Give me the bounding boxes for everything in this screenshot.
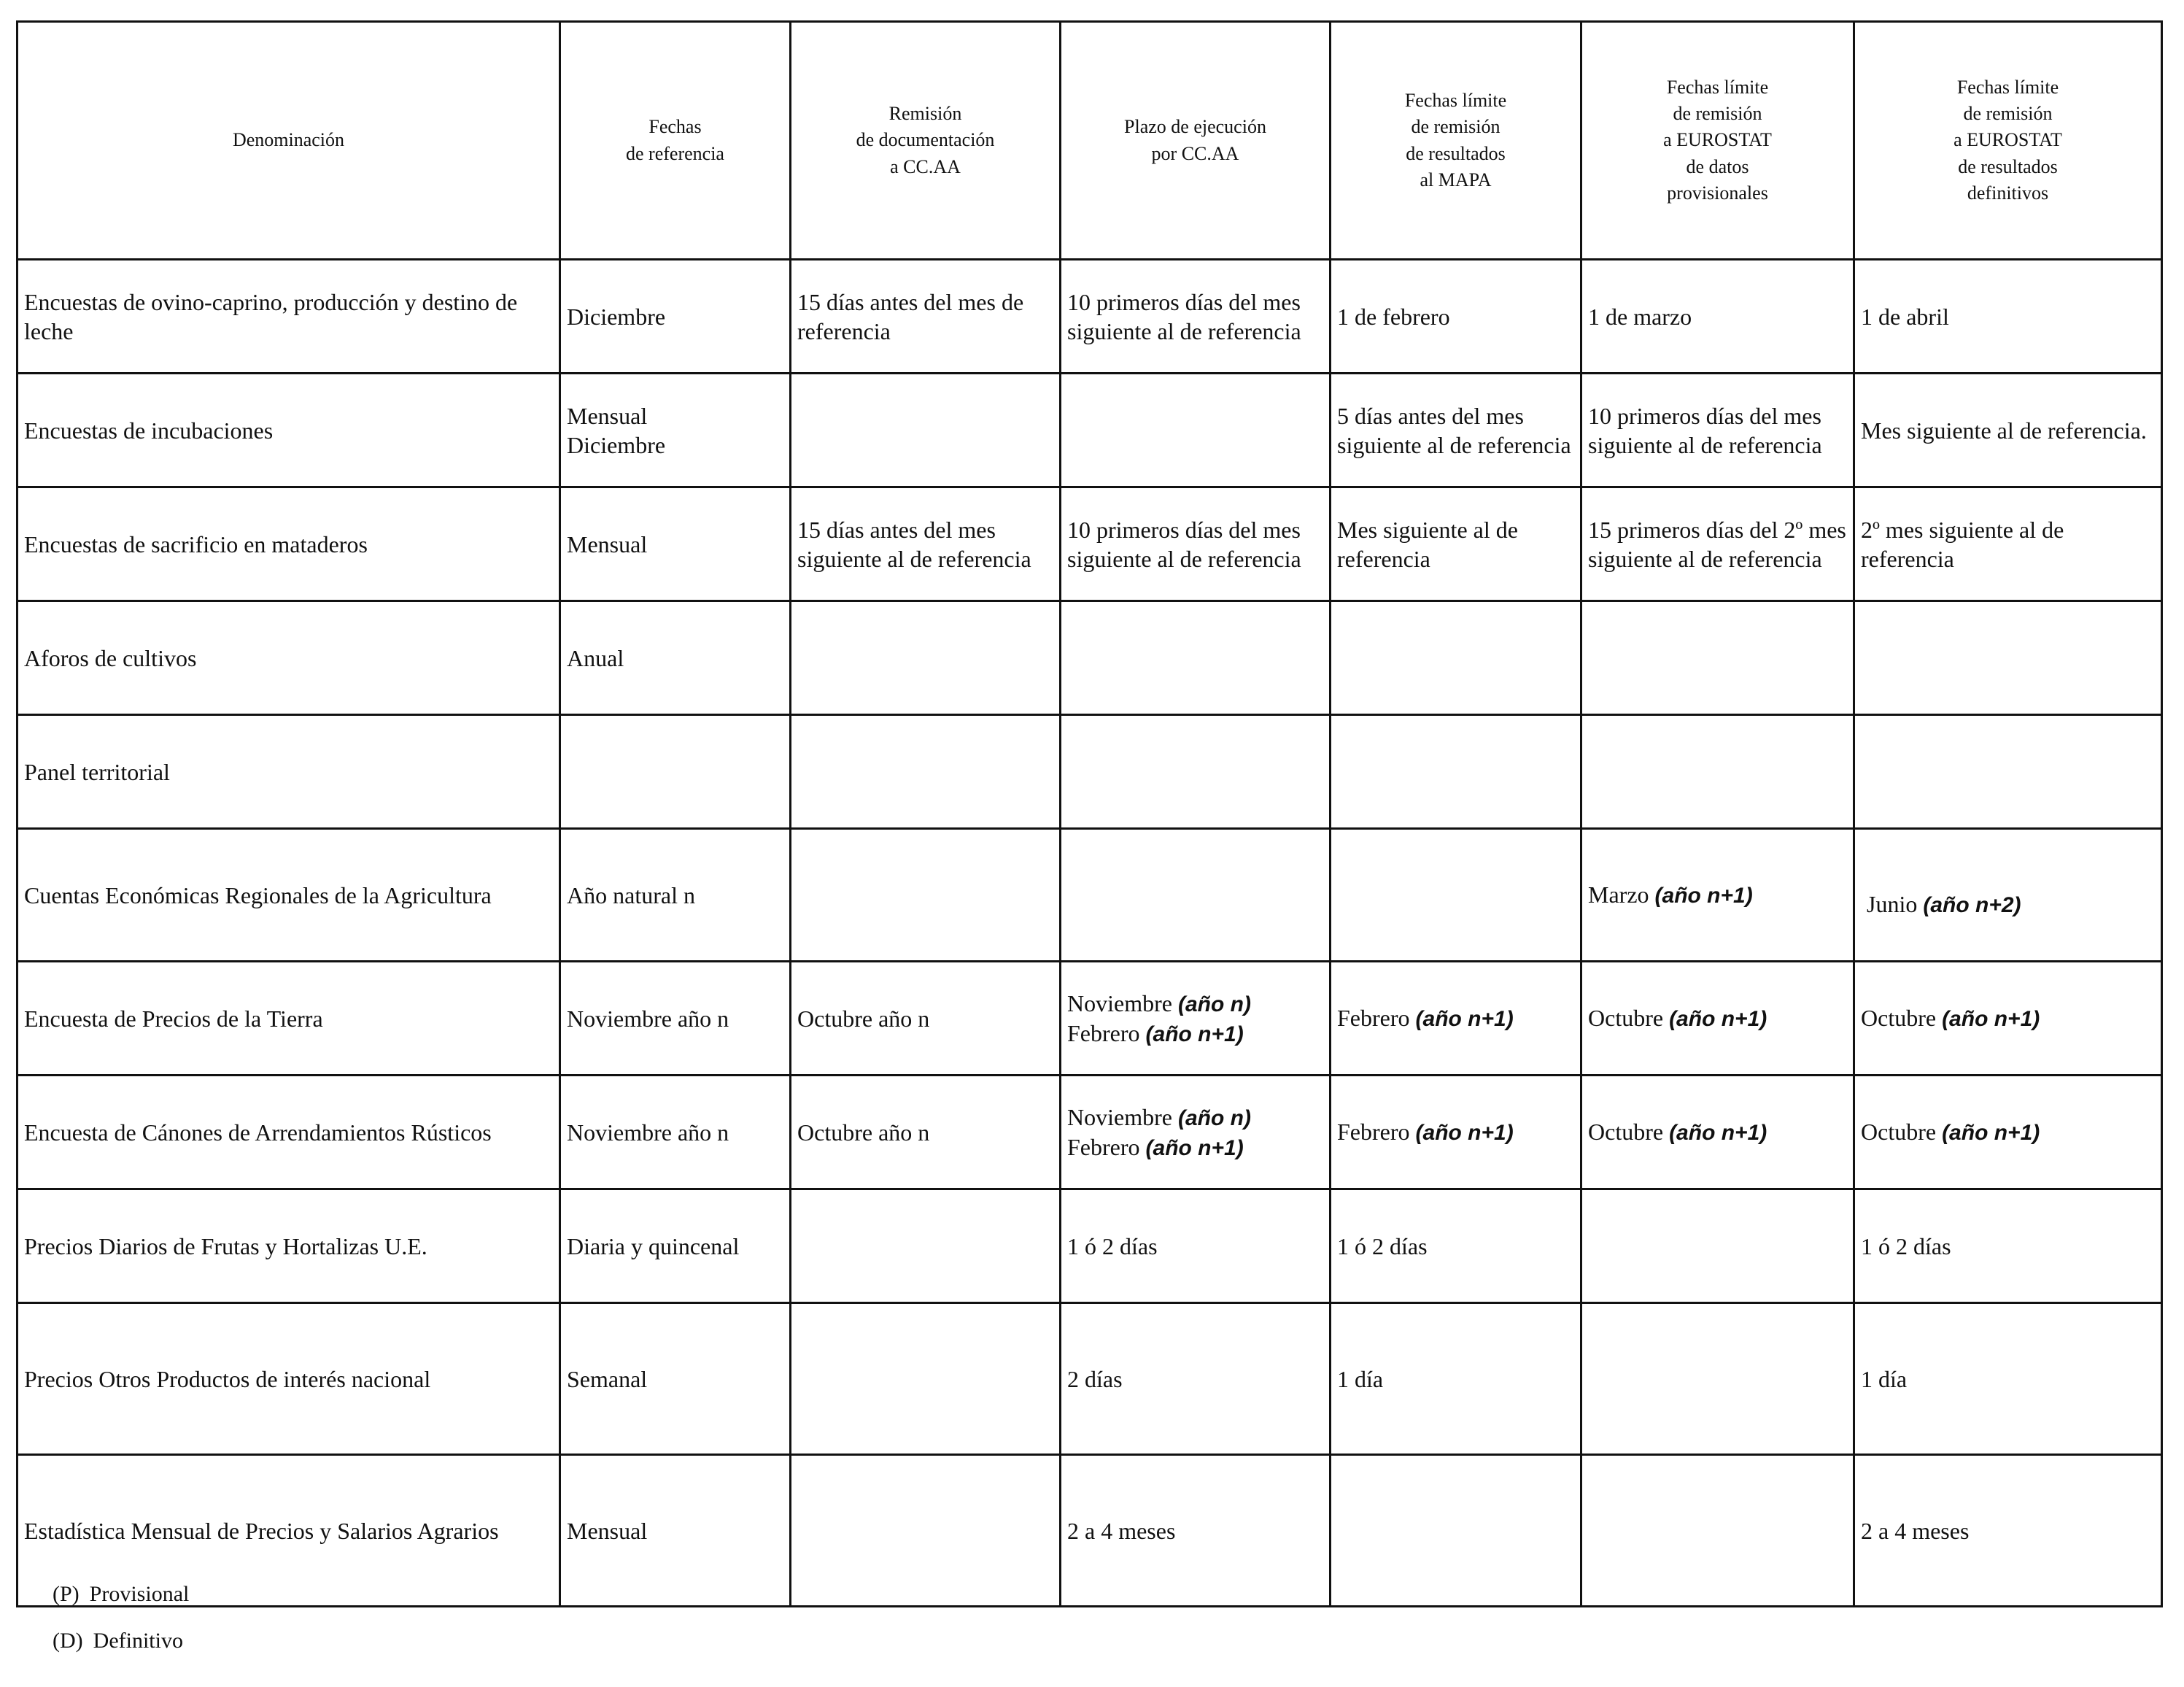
cell-mapa <box>1331 829 1581 962</box>
header-denominacion: Denominación <box>18 22 560 260</box>
cell-mapa: 1 de febrero <box>1331 260 1581 374</box>
cell-eurostat-prov <box>1581 715 1854 829</box>
cell-eurostat-prov <box>1581 1303 1854 1455</box>
cell-text: Octubre <box>1861 1005 1943 1032</box>
cell-mapa: 5 días antes del mes siguiente al de referencia <box>1331 374 1581 487</box>
cell-denominacion: Aforos de cultivos <box>18 601 560 715</box>
cell-fechas-referencia: Diaria y quincenal <box>560 1189 791 1303</box>
cell-mapa <box>1331 1076 1581 1189</box>
table-row <box>18 260 2162 374</box>
cell-plazo <box>1061 601 1331 715</box>
cell-emphasis: (año n+1) <box>1415 1121 1514 1146</box>
cell-eurostat-def: 1 ó 2 días <box>1854 1189 2162 1303</box>
cell-emphasis: (año n+2) <box>1923 893 2021 918</box>
header-fechas-referencia: Fechas de referencia <box>560 22 791 260</box>
cell-emphasis: (año n) <box>1177 1106 1251 1130</box>
cell-plazo: 1 ó 2 días <box>1061 1189 1331 1303</box>
cell-eurostat-prov <box>1581 601 1854 715</box>
cell-denominacion: Encuesta de Precios de la Tierra <box>18 962 560 1076</box>
cell-eurostat-prov: 15 primeros días del 2º mes siguiente al de referencia <box>1581 487 1854 601</box>
header-remision-documentacion: Remisión de documentación a CC.AA <box>791 22 1061 260</box>
cell-fechas-referencia: Año natural n <box>560 829 791 962</box>
cell-text: Febrero <box>1337 1119 1416 1146</box>
cell-denominacion: Panel territorial <box>18 715 560 829</box>
cell-eurostat-prov <box>1581 962 1854 1076</box>
cell-eurostat-prov: 10 primeros días del mes siguiente al de referencia <box>1581 374 1854 487</box>
cell-emphasis: (año n+1) <box>1145 1135 1244 1160</box>
legend-code: (P) <box>53 1582 80 1606</box>
cell-text: Noviembre <box>1067 1104 1178 1130</box>
cell-remision-doc: 15 días antes del mes siguiente al de referencia <box>791 487 1061 601</box>
cell-remision-doc <box>791 374 1061 487</box>
cell-eurostat-def: 2 a 4 meses <box>1854 1455 2162 1607</box>
cell-plazo <box>1061 715 1331 829</box>
cell-plazo <box>1061 962 1331 1076</box>
cell-plazo: 2 días <box>1061 1303 1331 1455</box>
cell-mapa <box>1331 962 1581 1076</box>
cell-remision-doc: Octubre año n <box>791 1076 1061 1189</box>
table-row <box>18 1189 2162 1303</box>
cell-text: Febrero <box>1337 1005 1416 1032</box>
cell-plazo <box>1061 374 1331 487</box>
cell-fechas-referencia <box>560 715 791 829</box>
cell-remision-doc <box>791 601 1061 715</box>
cell-denominacion: Encuestas de incubaciones <box>18 374 560 487</box>
cell-text: Octubre <box>1588 1119 1670 1146</box>
cell-text: Octubre <box>1588 1005 1670 1032</box>
cell-eurostat-def: 1 día <box>1854 1303 2162 1455</box>
table-row <box>18 1076 2162 1189</box>
cell-emphasis: (año n+1) <box>1942 1121 2040 1146</box>
table-row <box>18 829 2162 962</box>
cell-mapa: Mes siguiente al de referencia <box>1331 487 1581 601</box>
cell-eurostat-def: Mes siguiente al de referencia. <box>1854 374 2162 487</box>
table-row <box>18 1455 2162 1607</box>
statistics-schedule-table <box>16 20 2163 1607</box>
cell-eurostat-prov <box>1581 829 1854 962</box>
cell-text: Noviembre <box>1067 990 1178 1016</box>
cell-emphasis: (año n+1) <box>1654 884 1753 908</box>
legend-definitivo <box>53 1629 183 1653</box>
cell-remision-doc <box>791 1455 1061 1607</box>
cell-mapa <box>1331 601 1581 715</box>
cell-eurostat-def <box>1854 962 2162 1076</box>
table-row <box>18 1303 2162 1455</box>
cell-mapa: 1 ó 2 días <box>1331 1189 1581 1303</box>
cell-eurostat-def <box>1854 1076 2162 1189</box>
cell-eurostat-def: 1 de abril <box>1854 260 2162 374</box>
cell-remision-doc <box>791 715 1061 829</box>
cell-plazo <box>1061 1076 1331 1189</box>
cell-denominacion: Precios Otros Productos de interés nacional <box>18 1303 560 1455</box>
cell-emphasis: (año n+1) <box>1669 1007 1767 1032</box>
cell-fechas-referencia: Mensual <box>560 487 791 601</box>
cell-fechas-referencia: Semanal <box>560 1303 791 1455</box>
cell-fechas-referencia: Mensual <box>560 1455 791 1607</box>
header-row <box>18 22 2162 260</box>
cell-mapa <box>1331 715 1581 829</box>
cell-eurostat-def: 2º mes siguiente al de referencia <box>1854 487 2162 601</box>
cell-denominacion: Encuestas de sacrificio en mataderos <box>18 487 560 601</box>
cell-plazo: 2 a 4 meses <box>1061 1455 1331 1607</box>
cell-plazo: 10 primeros días del mes siguiente al de referencia <box>1061 260 1331 374</box>
header-eurostat-provisionales: Fechas límite de remisión a EUROSTAT de datos provisionales <box>1581 22 1854 260</box>
cell-text: Febrero <box>1067 1133 1146 1160</box>
cell-text: Octubre <box>1861 1119 1943 1146</box>
cell-fechas-referencia: Mensual Diciembre <box>560 374 791 487</box>
table-row <box>18 715 2162 829</box>
table-row <box>18 962 2162 1076</box>
cell-denominacion: Estadística Mensual de Precios y Salarios Agrarios <box>18 1455 560 1607</box>
cell-eurostat-def <box>1854 829 2162 962</box>
header-plazo-ejecucion: Plazo de ejecución por CC.AA <box>1061 22 1331 260</box>
cell-emphasis: (año n+1) <box>1942 1007 2040 1032</box>
cell-eurostat-prov <box>1581 1076 1854 1189</box>
cell-denominacion: Cuentas Económicas Regionales de la Agricultura <box>18 829 560 962</box>
header-remision-mapa: Fechas límite de remisión de resultados al MAPA <box>1331 22 1581 260</box>
cell-remision-doc <box>791 829 1061 962</box>
cell-emphasis: (año n+1) <box>1415 1007 1514 1032</box>
cell-denominacion: Precios Diarios de Frutas y Hortalizas U.E. <box>18 1189 560 1303</box>
cell-text: Junio <box>1867 891 1924 918</box>
cell-fechas-referencia: Noviembre año n <box>560 962 791 1076</box>
cell-remision-doc: Octubre año n <box>791 962 1061 1076</box>
cell-emphasis: (año n) <box>1177 992 1251 1016</box>
legend-provisional <box>53 1582 189 1607</box>
legend-code: (D) <box>53 1629 83 1653</box>
cell-remision-doc <box>791 1303 1061 1455</box>
table-row <box>18 487 2162 601</box>
cell-text: Marzo <box>1588 881 1655 908</box>
legend-label: Definitivo <box>93 1629 183 1653</box>
table-row <box>18 601 2162 715</box>
cell-emphasis: (año n+1) <box>1669 1121 1767 1146</box>
cell-eurostat-prov <box>1581 1455 1854 1607</box>
cell-denominacion: Encuestas de ovino-caprino, producción y destino de leche <box>18 260 560 374</box>
cell-plazo: 10 primeros días del mes siguiente al de referencia <box>1061 487 1331 601</box>
cell-eurostat-prov <box>1581 1189 1854 1303</box>
header-eurostat-definitivos: Fechas límite de remisión a EUROSTAT de resultados definitivos <box>1854 22 2162 260</box>
cell-mapa: 1 día <box>1331 1303 1581 1455</box>
cell-fechas-referencia: Anual <box>560 601 791 715</box>
cell-emphasis: (año n+1) <box>1145 1022 1244 1046</box>
table-row <box>18 374 2162 487</box>
document-page <box>16 20 2161 1607</box>
cell-text: Febrero <box>1067 1019 1146 1046</box>
cell-remision-doc <box>791 1189 1061 1303</box>
cell-remision-doc: 15 días antes del mes de referencia <box>791 260 1061 374</box>
cell-eurostat-prov: 1 de marzo <box>1581 260 1854 374</box>
cell-fechas-referencia: Noviembre año n <box>560 1076 791 1189</box>
legend-label: Provisional <box>89 1582 190 1606</box>
cell-plazo <box>1061 829 1331 962</box>
cell-eurostat-def <box>1854 715 2162 829</box>
cell-denominacion: Encuesta de Cánones de Arrendamientos Rústicos <box>18 1076 560 1189</box>
cell-mapa <box>1331 1455 1581 1607</box>
cell-eurostat-def <box>1854 601 2162 715</box>
cell-fechas-referencia: Diciembre <box>560 260 791 374</box>
